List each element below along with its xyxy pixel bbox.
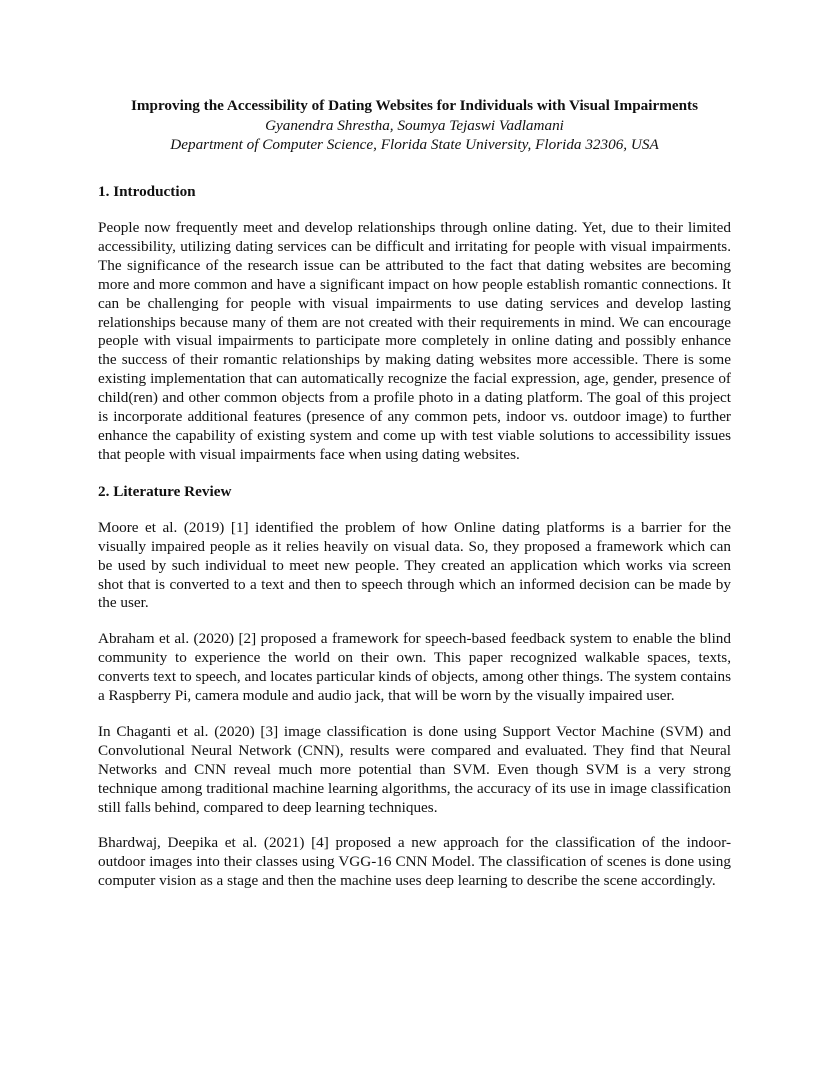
section-heading-introduction: 1. Introduction bbox=[98, 183, 196, 200]
literature-paragraph-chaganti: In Chaganti et al. (2020) [3] image classification is done using Support Vector Machine (SVM) and Convolutional Neural Network (CNN), results were compared and evaluated. They find that Neural Networks and CNN reveal much more potential than SVM. Even though SVM is a very strong technique among traditional machine learning algorithms, the accuracy of its use in image classification still falls behind, compared to deep learning techniques. bbox=[98, 722, 731, 816]
literature-paragraph-moore: Moore et al. (2019) [1] identified the problem of how Online dating platforms is a barrier for the visually impaired people as it relies heavily on visual data. So, they proposed a framework which can be used by such individual to meet new people. They created an application which works via screen shot that is converted to a text and then to speech through which an informed decision can be made by the user. bbox=[98, 518, 731, 612]
literature-paragraph-bhardwaj: Bhardwaj, Deepika et al. (2021) [4] proposed a new approach for the classification of the indoor-outdoor images into their classes using VGG-16 CNN Model. The classification of scenes is done using computer vision as a stage and then the machine uses deep learning to describe the scene accordingly. bbox=[98, 834, 731, 890]
section-heading-literature-review: 2. Literature Review bbox=[98, 482, 232, 500]
paper-affiliation: Department of Computer Science, Florida State University, Florida 32306, USA bbox=[170, 136, 659, 153]
paper-page bbox=[98, 96, 731, 908]
introduction-paragraph: People now frequently meet and develop relationships through online dating. Yet, due to their limited accessibility, utilizing dating services can be difficult and irritating for people with visual impairments. The significance of the research issue can be attributed to the fact that dating websites are becoming more and more common and have a significant impact on how people establish romantic connections. It can be challenging for people with visual impairments to use dating services and develop lasting relationships because many of them are not created with their requirements in mind. We can encourage people with visual impairments to participate more completely in online dating and possibly enhance the success of their romantic relationships by making dating websites more accessible. There is some existing implementation that can automatically recognize the facial expression, age, gender, presence of child(ren) and other common objects from a profile photo in a dating platform. The goal of this project is incorporate additional features (presence of any common pets, indoor vs. outdoor image) to further enhance the capability of existing system and come up with test viable solutions to accessibility issues that people with visual impairments face when using dating websites. bbox=[98, 219, 731, 463]
paper-authors: Gyanendra Shrestha, Soumya Tejaswi Vadlamani bbox=[265, 117, 564, 134]
literature-paragraph-abraham: Abraham et al. (2020) [2] proposed a framework for speech-based feedback system to enable the blind community to experience the world on their own. This paper recognized walkable spaces, texts, converts text to speech, and locates particular kinds of objects, among other things. The system contains a Raspberry Pi, camera module and audio jack, that will be worn by the visually impaired user. bbox=[98, 630, 731, 705]
section-introduction bbox=[98, 182, 731, 465]
paper-header bbox=[98, 96, 731, 154]
paper-title: Improving the Accessibility of Dating Websites for Individuals with Visual Impairments bbox=[130, 97, 699, 114]
section-literature-review bbox=[98, 482, 731, 891]
